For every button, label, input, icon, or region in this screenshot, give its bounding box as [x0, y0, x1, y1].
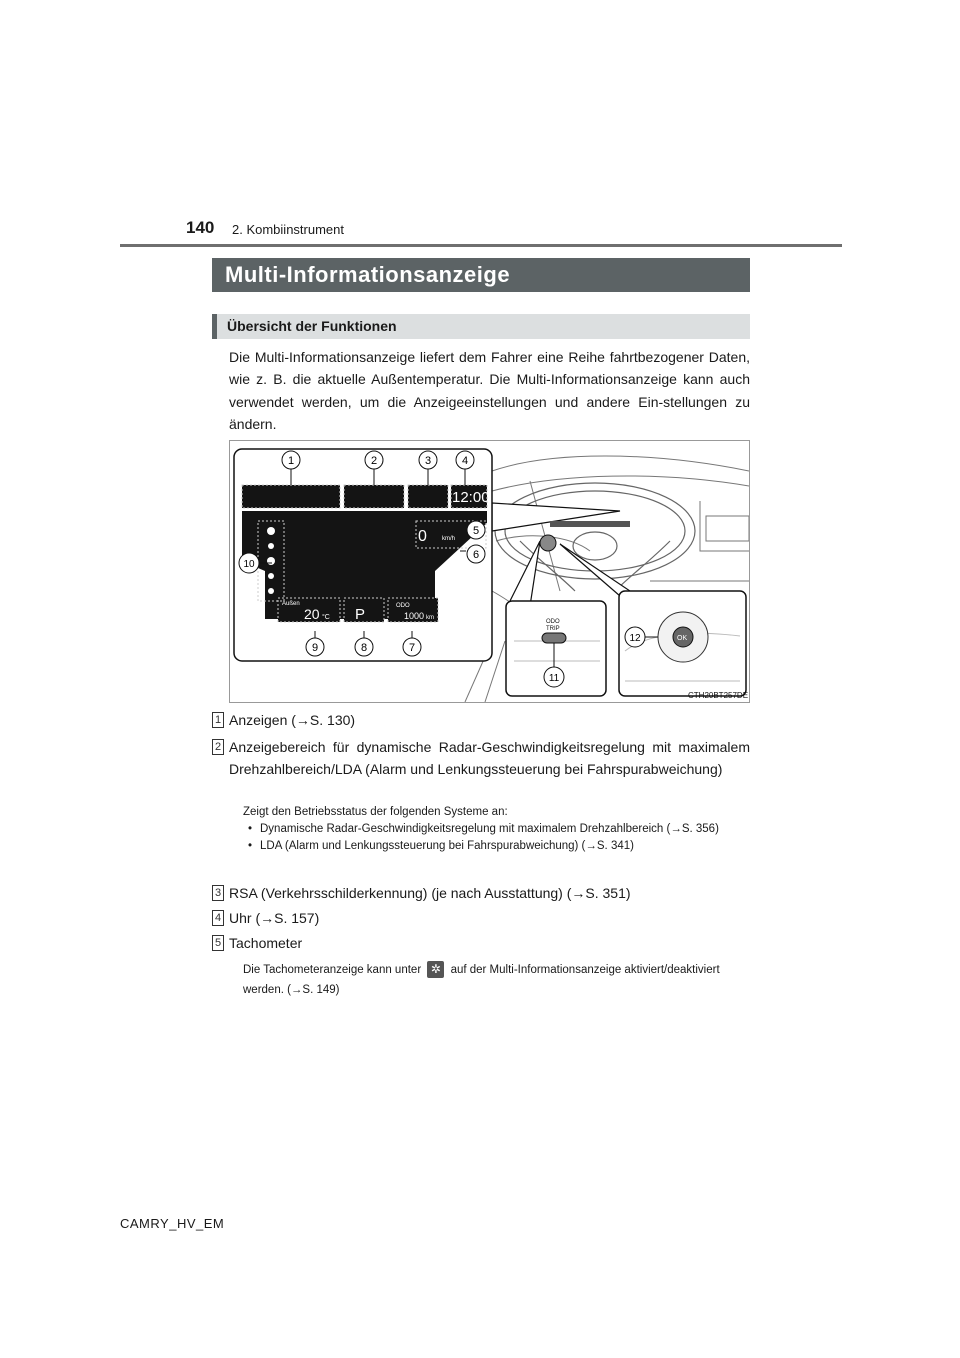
header-rule [120, 244, 842, 247]
item-number: 4 [212, 910, 224, 926]
item5-note-before: Die Tachometeranzeige kann unter [243, 964, 422, 976]
item5-note-after: auf der Multi-Informationsanzeige aktiviert/deaktiviert werden. (→S. 149) [243, 964, 720, 996]
item5-note [243, 960, 750, 1000]
callout-4: 4 [461, 455, 469, 467]
item-number: 2 [212, 739, 224, 755]
display-clock: 12:00 [452, 489, 490, 506]
page-number: 140 [186, 218, 215, 237]
subsection-title: Übersicht der Funktionen [212, 314, 750, 339]
item-text: Uhr (→S. 157) [229, 910, 320, 926]
odo-trip-label-odo: ODO [546, 619, 560, 625]
callout-3: 3 [424, 455, 432, 467]
display-temperature: 20 [304, 606, 320, 622]
item-text: RSA (Verkehrsschilderkennung) (je nach Ausstattung) (→S. 351) [229, 885, 631, 901]
display-odo-label: ODO [396, 603, 410, 609]
display-temperature-unit: °C [322, 614, 330, 621]
callout-7: 7 [408, 642, 416, 654]
item-number: 3 [212, 885, 224, 901]
callout-1: 1 [287, 455, 295, 467]
item-text: Anzeigebereich für dynamische Radar-Geschwindigkeitsregelung mit maximalem Drehzahlbereich/LDA (Alarm und Lenkungssteuerung bei Fahrspurabweichung) [229, 739, 750, 777]
callout-8: 8 [360, 642, 368, 654]
callout-6: 6 [472, 549, 480, 561]
display-speed-unit: km/h [442, 536, 456, 542]
display-outside-label: Außen [282, 601, 300, 607]
callout-9: 9 [311, 642, 319, 654]
instrument-illustration [230, 441, 749, 702]
item-text: Tachometer [229, 935, 303, 951]
item2-note-bullet-2: • LDA (Alarm und Lenkungssteuerung bei Fahrspurabweichung) (→S. 341) [243, 838, 750, 855]
display-odometer: 1000 [404, 611, 425, 621]
callout-5: 5 [472, 525, 480, 537]
item-text: Anzeigen (→S. 130) [229, 712, 356, 728]
intro-paragraph: Die Multi-Informationsanzeige liefert dem Fahrer eine Reihe fahrtbezogener Daten, wie z. B. die aktuelle Außentemperatur. Die Multi-Informationsanzeige kann auch verwendet werden, um die Anzeigeeinstellungen und andere Ein-stellungen zu ändern. [229, 349, 750, 432]
odo-trip-label-trip: TRIP [546, 626, 560, 632]
item2-note-intro: Zeigt den Betriebsstatus der folgenden Systeme an: [243, 806, 508, 818]
item2-note-bullet-1: • Dynamische Radar-Geschwindigkeitsregelung mit maximalem Drehzahlbereich (→S. 356) [243, 821, 750, 838]
display-speed: 0 [418, 528, 427, 545]
settings-gear-icon [427, 961, 444, 978]
footer-code: CAMRY_HV_EM [120, 1216, 225, 1231]
ok-button-label: OK [677, 635, 688, 642]
item2-note [243, 804, 750, 855]
item-number: 1 [212, 712, 224, 728]
display-odometer-unit: km [426, 615, 434, 621]
figure-code: CTH20BT257DE [688, 691, 749, 700]
instrument-figure [229, 440, 750, 703]
odo-trip-button [542, 633, 566, 643]
callout-12: 12 [629, 633, 641, 644]
chapter-title: 2. Kombiinstrument [232, 222, 344, 237]
section-title: Multi-Informationsanzeige [212, 258, 750, 292]
item-number: 5 [212, 935, 224, 951]
callout-10: 10 [243, 559, 255, 570]
callout-2: 2 [370, 455, 378, 467]
callout-11: 11 [548, 673, 560, 684]
display-gear: P [355, 606, 366, 623]
